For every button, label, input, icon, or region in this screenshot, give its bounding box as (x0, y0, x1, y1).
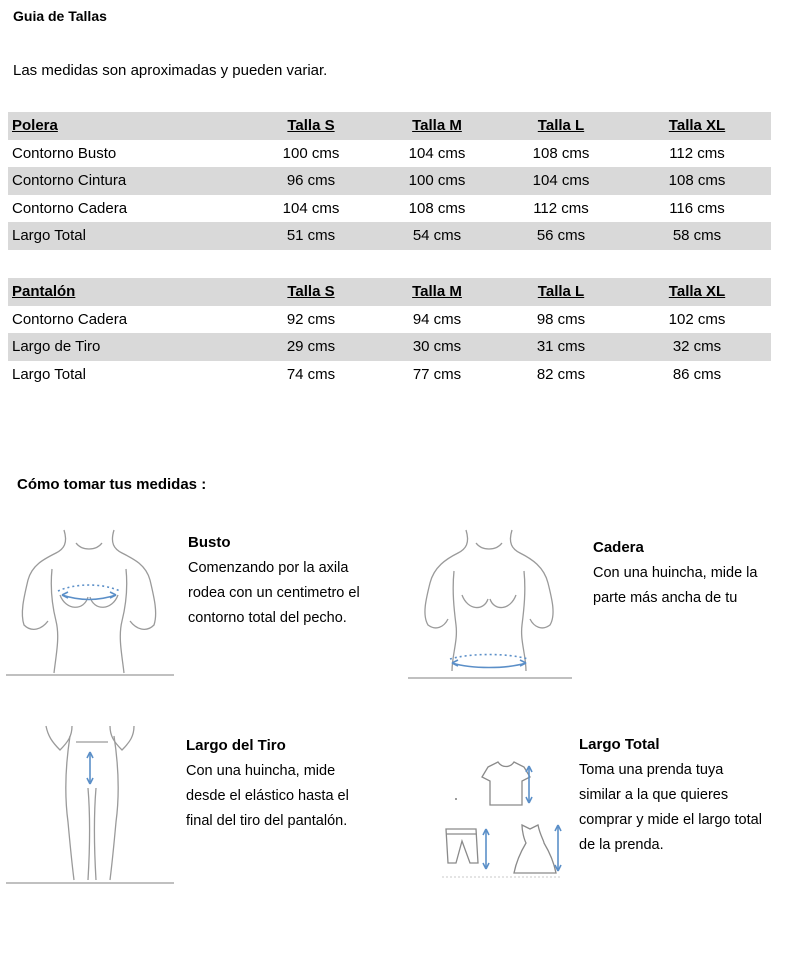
table-cell: 104 cms (499, 167, 623, 195)
busto-heading: Busto (188, 534, 231, 551)
table-cell: 116 cms (669, 199, 725, 217)
table-row (8, 361, 771, 389)
table-row (8, 167, 771, 195)
table-header-row (8, 112, 771, 140)
total-length-illustration (440, 755, 564, 880)
text-line: similar a la que quieres (579, 787, 729, 803)
text-line: Comenzando por la axila (188, 560, 349, 576)
text-line: de la prenda. (579, 837, 664, 853)
bust-measure-illustration (6, 525, 174, 680)
table-cell: 32 cms (623, 333, 771, 361)
header-cell: Talla S (247, 112, 375, 140)
table-cell: 54 cms (375, 222, 499, 250)
busto-text (188, 556, 360, 631)
table-cell: Contorno Cadera (12, 310, 128, 328)
table-cell: 30 cms (375, 333, 499, 361)
table-cell: 56 cms (499, 222, 623, 250)
table-cell: 108 cms (408, 199, 466, 217)
table-cell: 98 cms (536, 310, 586, 328)
table-cell: 104 cms (408, 144, 466, 162)
cadera-heading: Cadera (593, 539, 644, 556)
table-row (8, 140, 771, 168)
text-line: comprar y mide el largo total (579, 812, 762, 828)
header-cell: Talla XL (623, 278, 771, 306)
table-cell: 92 cms (286, 310, 336, 328)
text-line: Con una huincha, mide la (593, 565, 758, 581)
table-cell: 104 cms (282, 199, 340, 217)
table-header-row (8, 278, 771, 306)
table-cell: 100 cms (375, 167, 499, 195)
table-cell: 112 cms (669, 144, 725, 162)
header-cell: Talla XL (623, 112, 771, 140)
table-cell: Largo de Tiro (8, 333, 247, 361)
text-line: rodea con un centimetro el (188, 585, 360, 601)
table-cell: 86 cms (672, 365, 722, 383)
table-cell: 112 cms (533, 199, 589, 217)
table-cell: Largo Total (8, 222, 247, 250)
table-row (8, 222, 771, 250)
tiro-heading: Largo del Tiro (186, 737, 286, 754)
rise-measure-illustration (6, 722, 174, 887)
text-line: final del tiro del pantalón. (186, 813, 348, 829)
page-title: Guia de Tallas (13, 8, 107, 24)
tiro-text (186, 759, 349, 834)
table-cell: Largo Total (12, 365, 86, 383)
table-cell: 51 cms (247, 222, 375, 250)
table-cell: 100 cms (282, 144, 340, 162)
size-table-polera (8, 112, 771, 250)
total-heading: Largo Total (579, 736, 660, 753)
table-cell: 94 cms (412, 310, 462, 328)
header-cell: Talla L (499, 278, 623, 306)
table-cell: Contorno Cintura (8, 167, 247, 195)
table-cell: 29 cms (247, 333, 375, 361)
header-cell: Polera (8, 112, 247, 140)
header-cell: Talla L (499, 112, 623, 140)
table-row (8, 195, 771, 223)
text-line: desde el elástico hasta el (186, 788, 349, 804)
table-cell: 74 cms (286, 365, 336, 383)
hip-measure-illustration (406, 525, 574, 683)
table-cell: 31 cms (499, 333, 623, 361)
total-text (579, 758, 762, 858)
header-cell: Talla M (375, 278, 499, 306)
table-cell: 102 cms (668, 310, 726, 328)
table-cell: 82 cms (536, 365, 586, 383)
howto-title: Cómo tomar tus medidas : (17, 476, 207, 493)
text-line: contorno total del pecho. (188, 610, 347, 626)
table-cell: 108 cms (532, 144, 590, 162)
header-cell: Pantalón (8, 278, 247, 306)
header-cell: Talla M (375, 112, 499, 140)
table-cell: 58 cms (623, 222, 771, 250)
table-cell: Contorno Busto (12, 144, 117, 162)
table-row (8, 333, 771, 361)
cadera-text (593, 561, 757, 611)
header-cell: Talla S (247, 278, 375, 306)
size-table-pantalon (8, 278, 771, 388)
table-cell: Contorno Cadera (12, 199, 128, 217)
disclaimer-note: Las medidas son aproximadas y pueden variar. (13, 62, 328, 79)
text-line: Toma una prenda tuya (579, 762, 724, 778)
table-row (8, 306, 771, 334)
table-cell: 96 cms (247, 167, 375, 195)
table-cell: 108 cms (623, 167, 771, 195)
text-line: parte más ancha de tu (593, 590, 738, 606)
text-line: Con una huincha, mide (186, 763, 336, 779)
table-cell: 77 cms (412, 365, 462, 383)
